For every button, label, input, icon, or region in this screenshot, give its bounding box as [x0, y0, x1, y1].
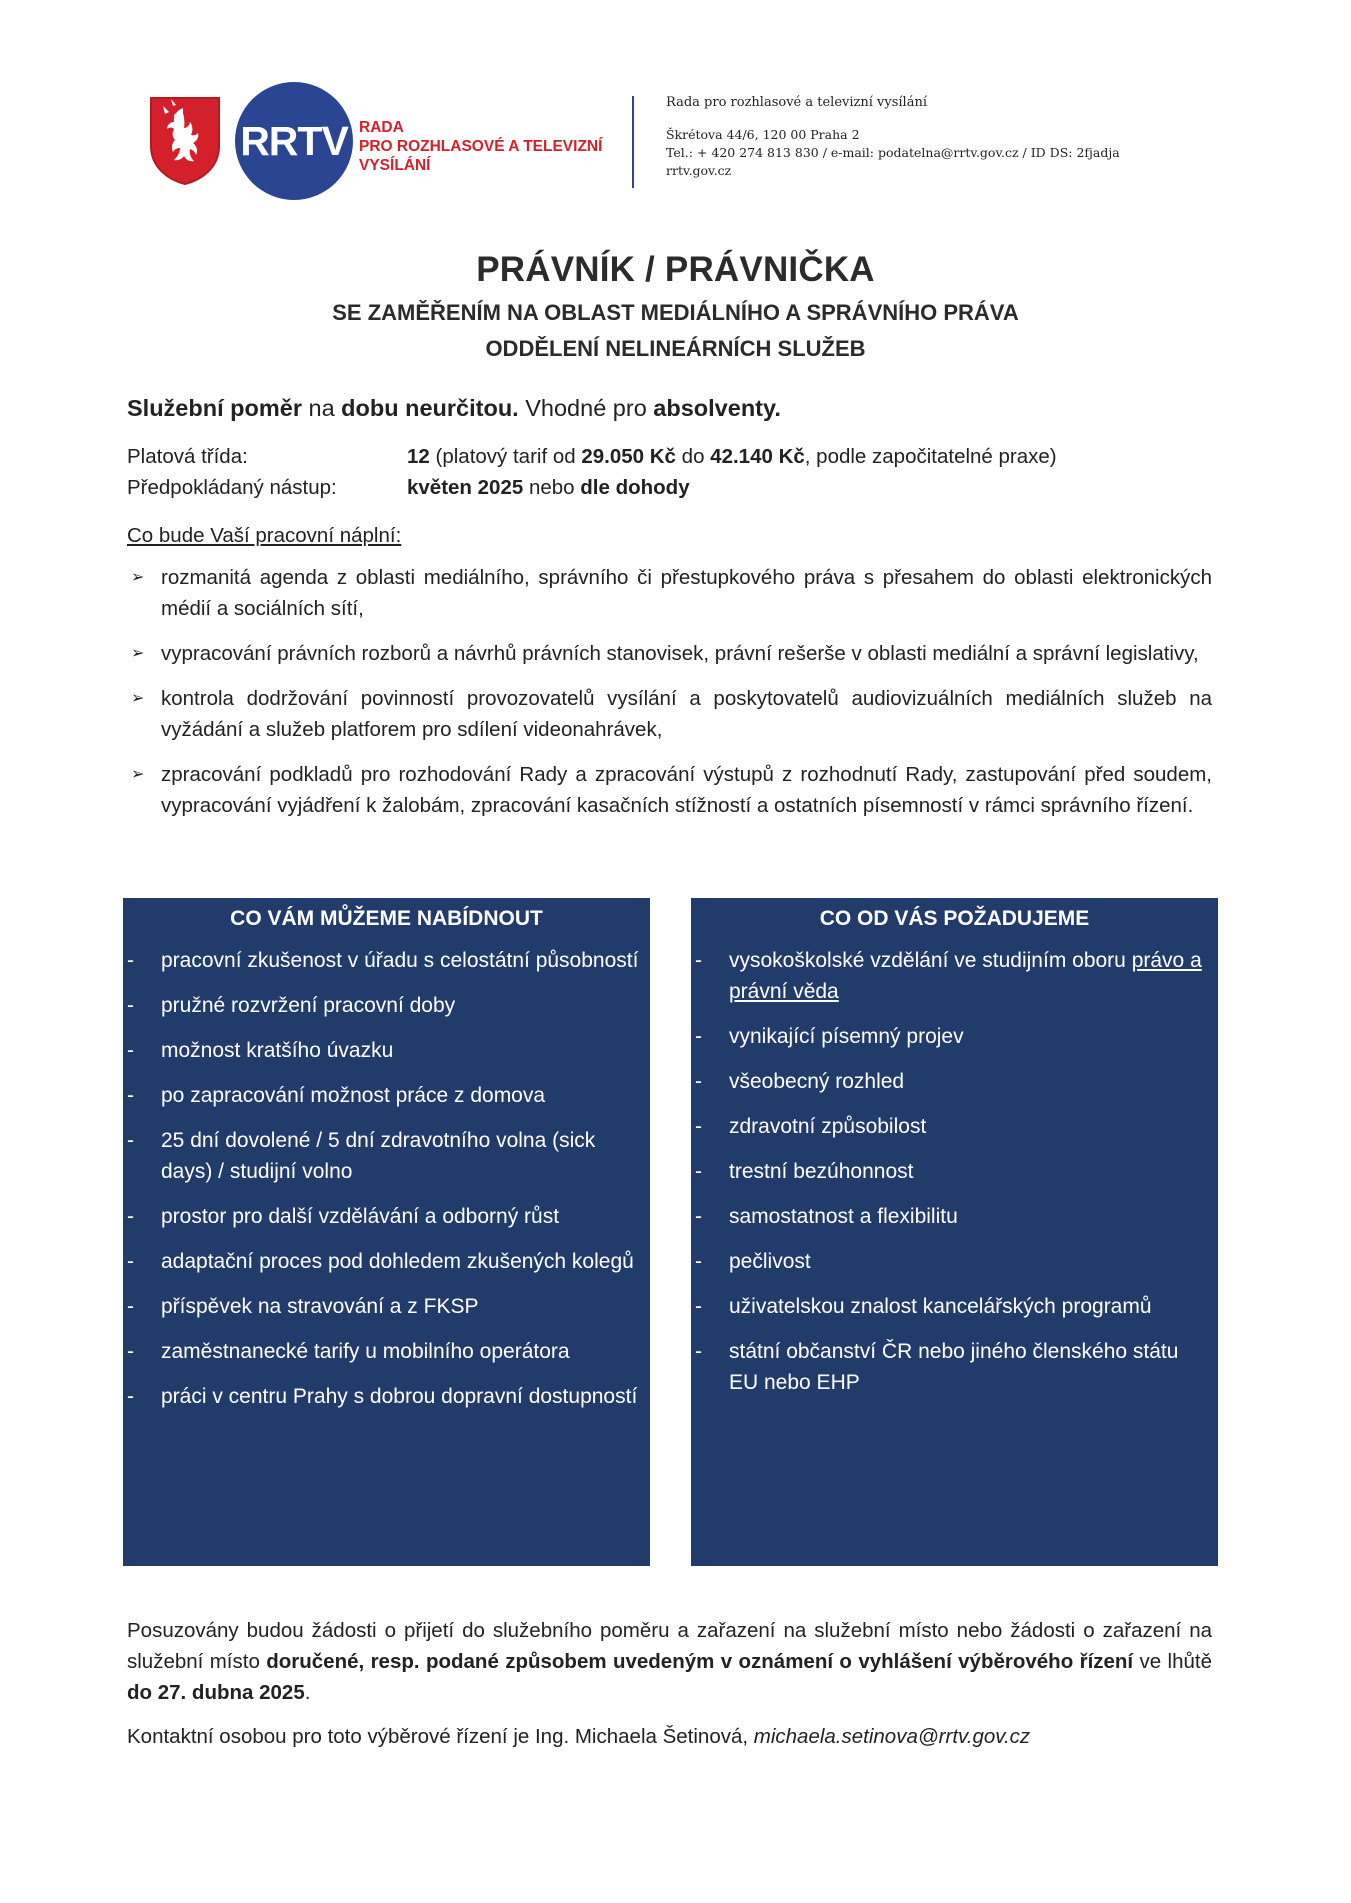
- logo-line-3: VYSÍLÁNÍ: [359, 157, 431, 174]
- offer-text: pracovní zkušenost v úřadu s celostátní působností: [161, 949, 639, 972]
- list-item: [691, 1021, 1218, 1052]
- salary-class: 12: [407, 445, 430, 468]
- salary-text-2: do: [675, 445, 711, 468]
- application-info: [127, 1615, 1212, 1708]
- duty-text: kontrola dodržování povinností provozovatelů vysílání a poskytovatelů audiovizuálních mediálních služeb na vyžádání a služeb platforem pro sdílení videonahrávek,: [161, 687, 1212, 741]
- dash-bullet: -: [127, 1340, 134, 1363]
- requirements-heading: CO OD VÁS POŽADUJEME: [819, 907, 1090, 930]
- start-agreement: dle dohody: [580, 476, 690, 499]
- requirements-box: [691, 898, 1218, 1566]
- header-divider: [632, 96, 634, 188]
- dash-bullet: -: [695, 1205, 702, 1228]
- offer-list: [123, 945, 650, 1412]
- list-item: [127, 759, 1212, 821]
- subtitle-focus: SE ZAMĚŘENÍM NA OBLAST MEDIÁLNÍHO A SPRÁVNÍHO PRÁVA: [332, 300, 1019, 325]
- list-item: [123, 1291, 650, 1322]
- requirement-text: uživatelskou znalost kancelářských programů: [729, 1295, 1152, 1318]
- study-field: právo a právní věda: [729, 949, 1202, 1003]
- dash-bullet: -: [127, 1385, 134, 1408]
- contact-info: [127, 1721, 1212, 1752]
- org-address: Škrétova 44/6, 120 00 Praha 2: [666, 127, 860, 142]
- salary-min: 29.050 Kč: [581, 445, 676, 468]
- list-item: [127, 562, 1212, 624]
- start-month: květen 2025: [407, 476, 524, 499]
- dash-bullet: -: [695, 1025, 702, 1048]
- rrtv-logo: RRTV: [235, 82, 353, 200]
- contact-email[interactable]: michaela.setinova@rrtv.gov.cz: [753, 1725, 1031, 1748]
- dash-bullet: -: [695, 1160, 702, 1183]
- offer-text: pružné rozvržení pracovní doby: [161, 994, 456, 1017]
- list-item: [691, 1111, 1218, 1142]
- offer-text: po zapracování možnost práce z domova: [161, 1084, 546, 1107]
- requirement-text: zdravotní způsobilost: [729, 1115, 927, 1138]
- application-text-3: ve lhůtě: [1133, 1650, 1212, 1673]
- letterhead: [147, 82, 1207, 200]
- offer-text: 25 dní dovolené / 5 dní zdravotního volna (sick days) / studijní volno: [161, 1129, 596, 1183]
- dash-bullet: -: [695, 1340, 702, 1363]
- logo-line-1: RADA: [359, 119, 404, 136]
- application-text-2: doručené, resp. podané způsobem uvedeným v oznámení o vyhlášení výběrového řízení: [266, 1650, 1134, 1673]
- org-web: rrtv.gov.cz: [666, 163, 732, 178]
- org-contact: Tel.: + 420 274 813 830 / e-mail: podatelna@rrtv.gov.cz / ID DS: 2fjadja: [666, 145, 1120, 160]
- dash-bullet: -: [127, 1039, 134, 1062]
- list-item: [123, 1336, 650, 1367]
- requirement-text: vynikající písemný projev: [729, 1025, 964, 1048]
- list-item: [123, 1035, 650, 1066]
- list-item: [123, 945, 650, 976]
- salary-text-1: (platový tarif od: [429, 445, 582, 468]
- list-item: [123, 1381, 650, 1412]
- offer-text: práci v centru Prahy s dobrou dopravní dostupností: [161, 1385, 638, 1408]
- salary-value: [407, 441, 1057, 472]
- requirement-text: samostatnost a flexibilitu: [729, 1205, 958, 1228]
- list-item: [691, 1246, 1218, 1277]
- page-title: PRÁVNÍK / PRÁVNIČKA: [476, 250, 875, 289]
- logo-line-2: PRO ROZHLASOVÉ A TELEVIZNÍ: [359, 138, 603, 155]
- requirement-text: trestní bezúhonnost: [729, 1160, 914, 1183]
- duty-text: zpracování podkladů pro rozhodování Rady a zpracování výstupů z rozhodnutí Rady, zastupování před soudem, vypracování vyjádření k žalobám, zpracování kasačních stížností a ostatních písemností v rámci správního řízení.: [161, 763, 1212, 817]
- list-item: [691, 1066, 1218, 1097]
- list-item: [691, 1336, 1218, 1398]
- requirements-list: [691, 945, 1218, 1398]
- dash-bullet: -: [695, 1070, 702, 1093]
- dash-bullet: -: [695, 949, 702, 972]
- application-deadline: do 27. dubna 2025: [127, 1681, 305, 1704]
- list-item: [691, 1291, 1218, 1322]
- duties-list: [127, 562, 1212, 835]
- dash-bullet: -: [695, 1250, 702, 1273]
- duties-heading: Co bude Vaší pracovní náplní:: [127, 524, 402, 547]
- employment-type: [127, 393, 1212, 424]
- salary-max: 42.140 Kč: [710, 445, 805, 468]
- duty-text: rozmanitá agenda z oblasti mediálního, správního či přestupkového práva s přesahem do oblasti elektronických médií a sociálních sítí,: [161, 566, 1212, 620]
- arrow-bullet-icon: ➢: [131, 645, 145, 662]
- requirement-text: všeobecný rozhled: [729, 1070, 905, 1093]
- arrow-bullet-icon: ➢: [131, 766, 145, 783]
- arrow-bullet-icon: ➢: [131, 690, 145, 707]
- list-item: [123, 990, 650, 1021]
- dash-bullet: -: [127, 1295, 134, 1318]
- offer-text: příspěvek na stravování a z FKSP: [161, 1295, 479, 1318]
- logo-wordmark: [359, 118, 629, 175]
- requirement-text: pečlivost: [729, 1250, 811, 1273]
- requirement-text: státní občanství ČR nebo jiného členského státu EU nebo EHP: [729, 1340, 1179, 1394]
- dash-bullet: -: [127, 1250, 134, 1273]
- start-label: Předpokládaný nástup:: [127, 476, 337, 499]
- coat-of-arms-icon: [147, 94, 223, 186]
- dash-bullet: -: [127, 1205, 134, 1228]
- offer-text: možnost kratšího úvazku: [161, 1039, 394, 1062]
- dash-bullet: -: [127, 1129, 134, 1152]
- start-value: [407, 472, 690, 503]
- intro-part-2: na: [301, 395, 342, 421]
- list-item: [123, 1080, 650, 1111]
- dash-bullet: -: [127, 1084, 134, 1107]
- subtitle-department: ODDĚLENÍ NELINEÁRNÍCH SLUŽEB: [485, 336, 866, 361]
- list-item: [123, 1201, 650, 1232]
- list-item: [691, 1201, 1218, 1232]
- arrow-bullet-icon: ➢: [131, 569, 145, 586]
- list-item: [691, 1156, 1218, 1187]
- offer-heading: CO VÁM MŮŽEME NABÍDNOUT: [230, 907, 543, 930]
- intro-part-1: Služební poměr: [127, 395, 302, 421]
- list-item: [123, 1125, 650, 1187]
- dash-bullet: -: [127, 949, 134, 972]
- salary-label: Platová třída:: [127, 445, 248, 468]
- intro-part-5: absolventy.: [653, 395, 781, 421]
- dash-bullet: -: [695, 1295, 702, 1318]
- list-item: [123, 1246, 650, 1277]
- offer-text: adaptační proces pod dohledem zkušených kolegů: [161, 1250, 634, 1273]
- list-item: [127, 638, 1212, 669]
- duty-text: vypracování právních rozborů a návrhů právních stanovisek, právní rešerše v oblasti mediální a správní legislativy,: [161, 642, 1199, 665]
- application-text-4: .: [304, 1681, 311, 1704]
- list-item: [691, 945, 1218, 1007]
- offer-box: [123, 898, 650, 1566]
- intro-part-4: Vhodné pro: [518, 395, 654, 421]
- dash-bullet: -: [127, 994, 134, 1017]
- start-text: nebo: [523, 476, 581, 499]
- offer-text: zaměstnanecké tarify u mobilního operátora: [161, 1340, 570, 1363]
- list-item: [127, 683, 1212, 745]
- dash-bullet: -: [695, 1115, 702, 1138]
- contact-text: Kontaktní osobou pro toto výběrové řízení je Ing. Michaela Šetinová,: [127, 1725, 754, 1748]
- application-text-1: Posuzovány budou žádosti o přijetí do služebního poměru a zařazení na služební místo nebo žádosti o zařazení na služební místo: [127, 1619, 1212, 1673]
- requirement-text: vysokoškolské vzdělání ve studijním oboru: [729, 949, 1132, 972]
- intro-part-3: dobu neurčitou.: [341, 395, 519, 421]
- offer-text: prostor pro další vzdělávání a odborný růst: [161, 1205, 560, 1228]
- org-info: [666, 94, 1226, 180]
- salary-text-3: , podle započitatelné praxe): [804, 445, 1057, 468]
- org-name: Rada pro rozhlasové a televizní vysílání: [666, 95, 927, 110]
